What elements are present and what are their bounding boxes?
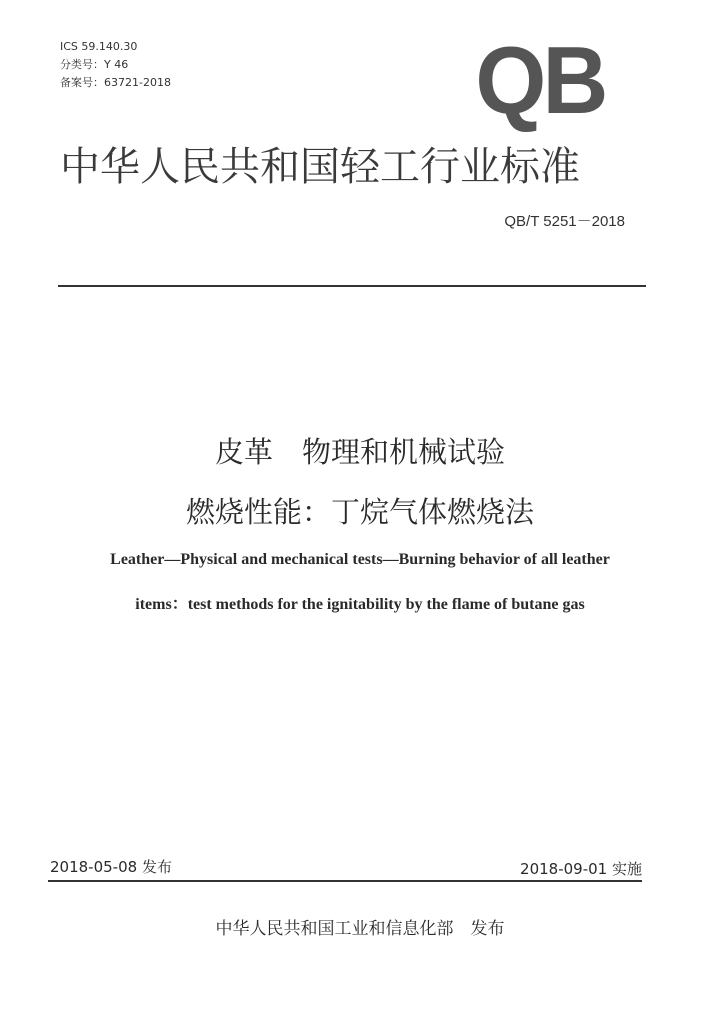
standard-code: QB/T 5251－2018 bbox=[504, 213, 625, 230]
bottom-divider bbox=[48, 880, 642, 882]
top-divider bbox=[58, 285, 646, 287]
ics-number: ICS 59.140.30 bbox=[60, 40, 138, 53]
standard-type-title: 中华人民共和国轻工行业标准 bbox=[60, 144, 580, 190]
classification-block bbox=[60, 38, 171, 92]
issue-date: 2018-05-08 发布 bbox=[50, 858, 172, 876]
qb-logo-letters: QB bbox=[475, 27, 605, 134]
qb-logo bbox=[470, 27, 610, 134]
chinese-title-line-1: 皮革 物理和机械试验 bbox=[214, 435, 505, 469]
publisher: 中华人民共和国工业和信息化部 发布 bbox=[215, 919, 505, 939]
category-number: 分类号：Y 46 bbox=[60, 58, 129, 71]
english-title-line-2: items：test methods for the ignitability by the flame of butane gas bbox=[135, 596, 585, 613]
implementation-date: 2018-09-01 实施 bbox=[520, 860, 642, 878]
record-number: 备案号：63721-2018 bbox=[60, 76, 171, 89]
english-title-line-1: Leather—Physical and mechanical tests—Burning behavior of all leather bbox=[110, 551, 610, 568]
chinese-title-line-2: 燃烧性能：丁烷气体燃烧法 bbox=[185, 495, 534, 529]
